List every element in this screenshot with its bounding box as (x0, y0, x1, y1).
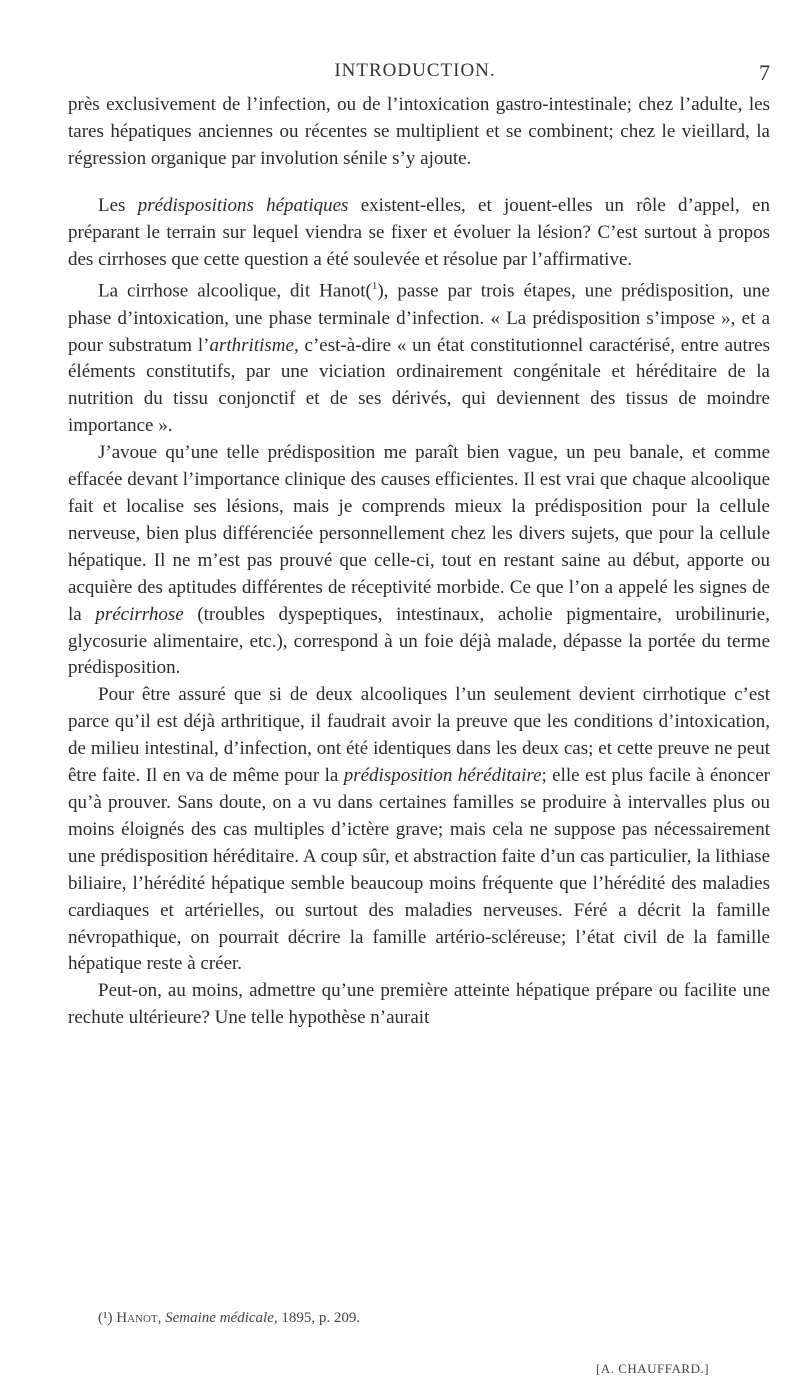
paragraph-1-text: près exclusivement de l’infection, ou de l’intoxication gastro-intestinale; chez l’adulte, les tares hépatiques anciennes ou récentes se multiplient et se combinent; chez le vieillard, la régression organique par involution sénile s’y ajoute. (68, 94, 770, 169)
paragraph-5-part1: Pour être assuré que si de deux alcooliques l’un seulement devient cirrhotique c’est parce qu’il est déjà arthritique, il faudrait avoir la preuve que les conditions d’intoxication, de milieu intestinal, d’infection, ont été identiques dans les deux cas; et cette preuve ne peut être faite. Il en va de même pour la (68, 684, 770, 787)
paragraph-4 (68, 440, 770, 682)
footnote (98, 1310, 360, 1327)
footnote-separator: , (157, 1310, 166, 1326)
footnote-author: Hanot (116, 1310, 158, 1326)
footnote-marker: (¹) (98, 1310, 117, 1326)
paragraph-1 (68, 92, 770, 173)
paragraph-3-part1: La cirrhose alcoolique, dit Hanot( (98, 280, 372, 302)
paragraph-2-emphasis: prédispositions hépatiques (137, 194, 349, 216)
paragraph-6 (68, 978, 770, 1032)
paragraph-4-part2: (troubles dyspeptiques, intestinaux, acholie pigmentaire, urobilinurie, glycosurie alimentaire, etc.), correspond à un foie déjà malade, dépasse la portée du terme prédisposition. (68, 603, 770, 679)
page-header (60, 60, 770, 90)
running-title: INTRODUCTION. (334, 60, 496, 81)
paragraph-5 (68, 682, 770, 978)
paragraph-3-part2: ), passe par trois étapes, une prédisposition, une phase d’intoxication, une phase terminale d’infection. « La prédisposition s’impose », et a pour substratum l’ (68, 280, 770, 356)
paragraph-5-part2: ; elle est plus facile à énoncer qu’à prouver. Sans doute, on a vu dans certaines familles se produire à intervalles plus ou moins éloignés des cas multiples d’ictère grave; mais cela ne suppose pas nécessairement une prédisposition héréditaire. A coup sûr, et abstraction faite d’un cas particulier, la lithiase biliaire, l’hérédité hépatique semble beaucoup moins fréquente que l’hérédité des maladies cardiaques et artérielles, ou surtout des maladies nerveuses. Féré a décrit la famille névropathique, on pourrait décrire la famille artério-scléreuse; l’état civil de la famille hépatique reste à créer. (68, 765, 770, 975)
paragraph-3-emphasis: arthritisme (209, 334, 294, 356)
paragraph-2-prefix: Les (98, 194, 138, 216)
paragraph-2 (68, 193, 770, 274)
paragraph-4-emphasis: précirrhose (95, 603, 184, 625)
paragraph-3 (68, 273, 770, 440)
paragraph-5-emphasis: prédisposition héréditaire (343, 765, 542, 787)
footnote-reference: 1 (371, 280, 378, 293)
footnote-details: , 1895, p. 209. (273, 1310, 361, 1326)
page-number: 7 (759, 60, 770, 85)
paragraph-4-part1: J’avoue qu’une telle prédisposition me paraît bien vague, un peu banale, et comme effacée devant l’importance clinique des causes efficientes. Il est vrai que chaque alcoolique fait et localise ses lésions, mais je comprends mieux la prédisposition pour la cellule nerveuse, bien plus différenciée personnellement chez les divers sujets, que pour la cellule hépatique. Il ne m’est pas prouvé que celle-ci, tout en restant saine au début, apporte ou acquière des aptitudes différentes de réceptivité morbide. Ce que l’on a appelé les signes de la (68, 442, 770, 625)
printer-signature: [A. CHAUFFARD.] (596, 1361, 710, 1376)
paragraph-2-rest: existent-elles, et jouent-elles un rôle d’appel, en préparant le terrain sur lequel viendra se fixer et évoluer la lésion? C’est surtout à propos des cirrhoses que cette question a été soulevée et résolue par l’affirmative. (68, 194, 770, 270)
paragraph-3-part3: , c’est-à-dire « un état constitutionnel caractérisé, entre autres éléments constitutifs, par une viciation ordinairement congénitale et héréditaire de la nutrition du tissu conjonctif et de ses dérivés, qui deviennent des tissus de moindre importance ». (68, 334, 770, 437)
paragraph-6-text: Peut-on, au moins, admettre qu’une première atteinte hépatique prépare ou facilite une rechute ultérieure? Une telle hypothèse n’aurait (68, 980, 770, 1029)
body-text (68, 92, 770, 1032)
footnote-journal: Semaine médicale (165, 1310, 274, 1326)
